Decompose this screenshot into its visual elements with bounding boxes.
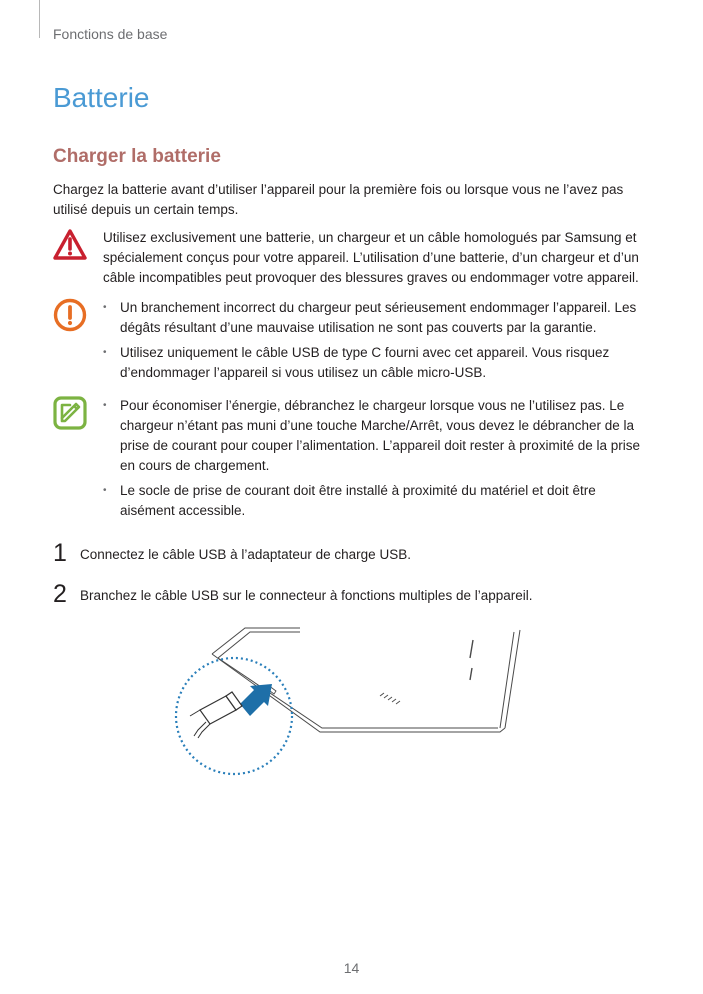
page-title: Batterie: [53, 82, 150, 113]
warning-triangle-icon: [53, 228, 87, 262]
step-number: 2: [53, 580, 67, 608]
tip-note: [53, 396, 653, 526]
pencil-note-icon: [53, 396, 87, 430]
caution-item: • Utilisez uniquement le câble USB de type C fourni avec cet appareil. Vous risquez d’endommager l’appareil si vous utilisez un câble micro-USB.: [103, 343, 653, 383]
charging-illustration: [170, 618, 530, 788]
header-rule: [39, 0, 40, 38]
zoom-circle: [176, 658, 292, 774]
step-number: 1: [53, 539, 67, 567]
section-label: Fonctions de base: [53, 26, 168, 42]
direction-arrow-icon: [240, 684, 272, 716]
warning-note: [53, 228, 653, 288]
step-2: [53, 580, 653, 608]
tablet-outline: [212, 628, 520, 732]
warning-text: Utilisez exclusivement une batterie, un chargeur et un câble homologués par Samsung et spécialement conçus pour votre appareil. L’utilisation d’une batterie, d’un chargeur et d’un câble incompatibles peut provoquer des blessures graves ou endommager votre appareil.: [103, 230, 639, 285]
page-number: 14: [343, 960, 360, 976]
exclamation-circle-icon: [53, 298, 87, 332]
intro-paragraph: Chargez la batterie avant d’utiliser l’appareil pour la première fois ou lorsque vous ne l’avez pas utilisé depuis un certain temps.: [53, 182, 624, 217]
subsection-title: Charger la batterie: [53, 146, 221, 167]
usb-c-cable: [190, 692, 242, 738]
tip-item: • Pour économiser l’énergie, débranchez le chargeur lorsque vous ne l’utilisez pas. Le chargeur n’étant pas muni d’une touche Marche/Arrêt, vous devez le débrancher de la prise de courant pour couper l’alimentation. L’appareil doit rester à proximité de la prise en cours de chargement.: [103, 396, 653, 476]
tip-item: • Le socle de prise de courant doit être installé à proximité du matériel et doit être aisément accessible.: [103, 481, 653, 521]
caution-note: [53, 298, 653, 388]
caution-item: • Un branchement incorrect du chargeur peut sérieusement endommager l’appareil. Les dégâts résultant d’une mauvaise utilisation ne sont pas couverts par la garantie.: [103, 298, 653, 338]
speaker-grille: [380, 693, 400, 704]
step-text: Branchez le câble USB sur le connecteur à fonctions multiples de l’appareil.: [80, 588, 533, 603]
step-1: [53, 539, 653, 567]
step-text: Connectez le câble USB à l’adaptateur de charge USB.: [80, 547, 411, 562]
